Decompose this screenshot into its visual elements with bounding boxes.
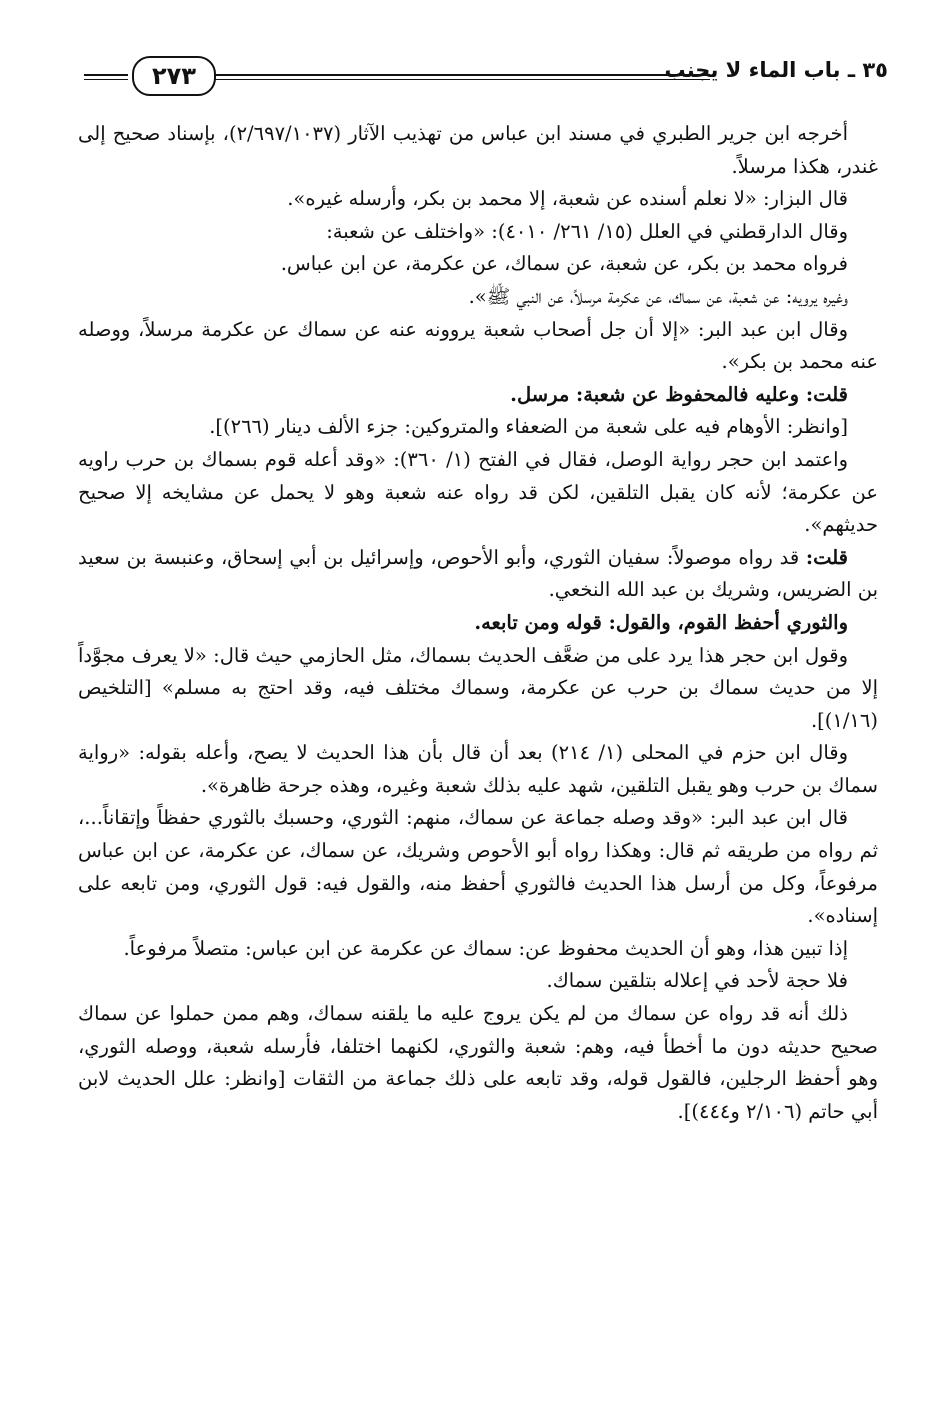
paragraph-label: قلت:: [805, 545, 848, 569]
paragraph: فلا حجة لأحد في إعلاله بتلقين سماك.: [546, 969, 848, 993]
header-rule: [212, 74, 710, 80]
paragraph: [وانظر: الأوهام فيه على شعبة من الضعفاء والمتروكين: جزء الألف دينار (٢٦٦)].: [209, 415, 848, 439]
paragraph: [78, 542, 878, 607]
paragraph: وغيره يرويه: عن شعبة، عن سماك، عن عكرمة مرسلاً، عن النبي ﷺ».: [468, 284, 848, 308]
main-text: [78, 118, 878, 1128]
paragraph: وقال ابن حزم في المحلى (١/ ٢١٤) بعد أن قال بأن هذا الحديث لا يصح، وأعله بقوله: «رواية سماك بن حرب وهو يقبل التلقين، شهد عليه بذلك شعبة وغيره، وهذه جرحة ظاهرة».: [78, 741, 878, 797]
chapter-title: ٣٥ ـ باب الماء لا يجنب: [664, 58, 888, 82]
paragraph: وقال الدارقطني في العلل (١٥/ ٢٦١/ ٤٠١٠): «واختلف عن شعبة:: [326, 219, 848, 243]
paragraph-text: قد رواه موصولاً: سفيان الثوري، وأبو الأحوص، وإسرائيل بن أبي إسحاق، وعنبسة بن سعيد بن الضريس، وشريك بن عبد الله النخعي.: [78, 545, 878, 602]
paragraph: إذا تبين هذا، وهو أن الحديث محفوظ عن: سماك عن عكرمة عن ابن عباس: متصلاً مرفوعاً.: [123, 936, 848, 960]
paragraph: أخرجه ابن جرير الطبري في مسند ابن عباس من تهذيب الآثار (٢/٦٩٧/١٠٣٧)، بإسناد صحيح إلى غندر، هكذا مرسلاً.: [78, 122, 878, 178]
page-number: ٢٧٣: [132, 56, 216, 96]
paragraph: [78, 379, 878, 412]
paragraph: وقال ابن عبد البر: «إلا أن جل أصحاب شعبة يروونه عنه عن سماك عن عكرمة مرسلاً، ووصله عنه محمد بن بكر».: [78, 317, 878, 374]
paragraph-label: قلت:: [805, 382, 848, 406]
paragraph-text: وعليه فالمحفوظ عن شعبة: مرسل.: [510, 382, 806, 406]
paragraph: وقول ابن حجر هذا يرد على من ضعَّف الحديث بسماك، مثل الحازمي حيث قال: «لا يعرف مجوَّداً إلا من حديث سماك بن حرب عن عكرمة، وسماك مختلف فيه، وقد احتج به مسلم» [التلخيص (١/١٦)].: [78, 643, 878, 732]
paragraph: قال ابن عبد البر: «وقد وصله جماعة عن سماك، منهم: الثوري، وحسبك بالثوري حفظاً وإتقاناً...، ثم رواه من طريقه ثم قال: وهكذا رواه أبو الأحوص وشريك، عن سماك، عن عكرمة، عن ابن عباس مرفوعاً، وكل من أرسل هذا الحديث فالثوري أحفظ منه، والقول فيه: قول الثوري، ومن تابعه على إسناده».: [78, 806, 878, 928]
paragraph: قال البزار: «لا نعلم أسنده عن شعبة، إلا محمد بن بكر، وأرسله غيره».: [287, 187, 848, 211]
header-rule-left: [84, 74, 128, 80]
paragraph: فرواه محمد بن بكر، عن شعبة، عن سماك، عن عكرمة، عن ابن عباس.: [280, 252, 848, 276]
paragraph: والثوري أحفظ القوم، والقول: قوله ومن تابعه.: [474, 610, 848, 634]
paragraph: واعتمد ابن حجر رواية الوصل، فقال في الفتح (١/ ٣٦٠): «وقد أعله قوم بسماك بن حرب راويه عن عكرمة؛ لأنه كان يقبل التلقين، لكن قد رواه عنه شعبة وهو لا يحمل عن مشايخه إلا صحيح حديثهم».: [78, 447, 878, 537]
paragraph: ذلك أنه قد رواه عن سماك من لم يكن يروج عليه ما يلقنه سماك، وهم ممن حملوا عن سماك صحيح حديثه دون ما أخطأ فيه، وهم: شعبة والثوري، لكنهما اختلفا، فأرسله شعبة، ووصله الثوري، وهو أحفظ الرجلين، فالقول قوله، وقد تابعه على ذلك جماعة من الثقات [وانظر: علل الحديث لابن أبي حاتم (٢/١٠٦ و٤٤٤)].: [78, 1002, 878, 1123]
page-header: [62, 52, 890, 102]
